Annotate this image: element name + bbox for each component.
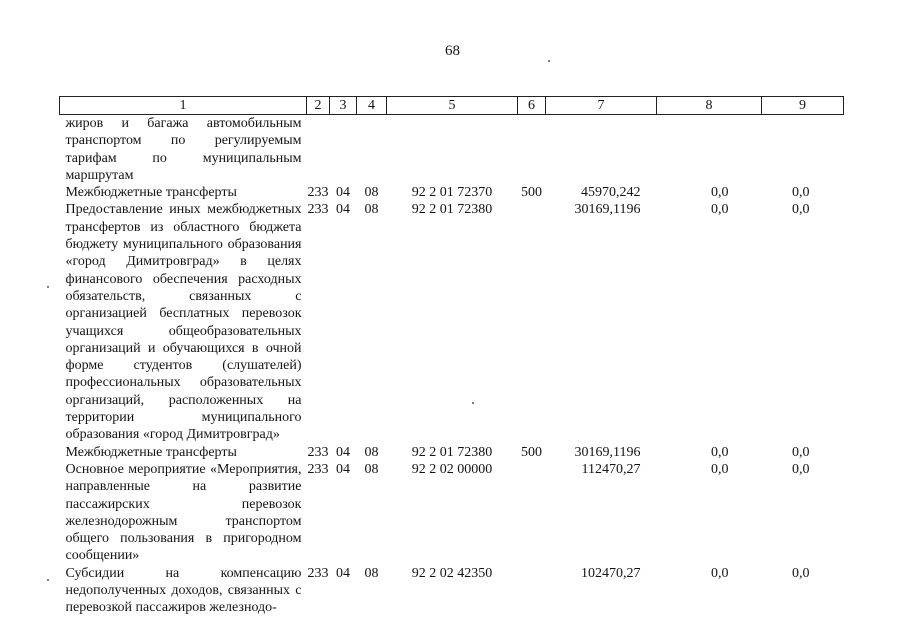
row-admin-code: 233	[307, 185, 329, 201]
row-expense-type	[518, 201, 546, 443]
row-admin-code: 233	[307, 444, 329, 460]
row-target-article	[387, 115, 518, 185]
row-target-article: 92 2 01 72380	[411, 202, 493, 218]
row-amount: 112470,27	[581, 461, 641, 477]
row-col-8: 0,0	[711, 565, 729, 581]
table-row	[60, 201, 844, 443]
row-col-8: 0,0	[711, 444, 729, 460]
scan-speck	[548, 60, 550, 62]
row-subsection: 08	[364, 185, 379, 201]
row-amount	[546, 115, 657, 185]
row-subsection	[357, 115, 387, 185]
row-admin-code: 233	[307, 202, 329, 218]
row-description: Межбюджетные трансферты	[65, 185, 237, 201]
row-col-9	[762, 115, 844, 185]
budget-table	[59, 96, 844, 617]
row-expense-type	[518, 461, 546, 565]
row-amount: 102470,27	[581, 565, 641, 581]
table-row	[60, 461, 844, 565]
row-expense-type	[518, 115, 546, 185]
table-row	[60, 565, 844, 617]
row-subsection: 08	[364, 565, 379, 581]
scan-speck	[472, 402, 474, 404]
row-description: жиров и багажа автомобильным транспортом по регулируемым тарифам по муниципальным маршрутам	[65, 116, 302, 183]
row-col-9: 0,0	[792, 185, 810, 201]
row-subsection: 08	[364, 202, 379, 218]
row-section: 04	[336, 565, 350, 581]
row-description: Межбюджетные трансферты	[65, 444, 237, 460]
row-col-8: 0,0	[711, 185, 729, 201]
header-col-5: 5	[387, 97, 518, 115]
row-expense-type: 500	[521, 444, 542, 460]
header-col-3: 3	[330, 97, 357, 115]
header-col-2: 2	[307, 97, 330, 115]
row-target-article: 92 2 02 42350	[411, 565, 493, 581]
row-col-9: 0,0	[792, 461, 810, 477]
row-col-8: 0,0	[711, 202, 729, 218]
row-col-8: 0,0	[711, 461, 729, 477]
row-section: 04	[336, 202, 350, 218]
header-col-9: 9	[762, 97, 844, 115]
row-section	[330, 115, 357, 185]
row-amount: 45970,242	[581, 185, 641, 201]
row-section: 04	[336, 185, 350, 201]
header-col-4: 4	[357, 97, 387, 115]
row-expense-type	[518, 565, 546, 617]
row-target-article: 92 2 02 00000	[411, 461, 493, 477]
row-admin-code: 233	[307, 565, 329, 581]
row-description: Предоставление иных межбюджетных трансфертов из областного бюджета бюджету муниципального образования «город Димитровград» в целях финансового обеспечения расходных обязательств, связанных с организацией бесплатных перевозок учащихся общеобразовательных организаций и обучающихся в очной форме студентов (слушателей) профессиональных образовательных организаций, расположенных на территории муниципального образования «город Димитровград»	[65, 202, 302, 443]
row-amount: 30169,1196	[574, 444, 641, 460]
row-expense-type: 500	[521, 185, 542, 201]
header-col-8: 8	[657, 97, 762, 115]
scan-speck	[47, 286, 49, 288]
row-admin-code: 233	[307, 461, 329, 477]
scan-speck	[47, 579, 49, 581]
row-subsection: 08	[364, 444, 379, 460]
row-col-9: 0,0	[792, 565, 810, 581]
table-row	[60, 444, 844, 461]
row-col-8	[657, 115, 762, 185]
header-row	[60, 97, 844, 115]
header-col-7: 7	[546, 97, 657, 115]
header-col-6: 6	[518, 97, 546, 115]
row-description: Субсидии на компенсацию недополученных доходов, связанных с перевозкой пассажиров железнодо-	[65, 565, 302, 616]
table-row	[60, 184, 844, 201]
row-admin-code	[307, 115, 330, 185]
row-target-article: 92 2 01 72370	[411, 185, 493, 201]
header-col-1: 1	[60, 97, 307, 115]
row-target-article: 92 2 01 72380	[411, 444, 493, 460]
row-subsection: 08	[364, 461, 379, 477]
row-amount: 30169,1196	[574, 202, 641, 218]
row-col-9: 0,0	[792, 444, 810, 460]
table-row	[60, 115, 844, 185]
row-col-9: 0,0	[792, 202, 810, 218]
page-number: 68	[445, 43, 460, 59]
row-section: 04	[336, 461, 350, 477]
row-section: 04	[336, 444, 350, 460]
row-description: Основное мероприятие «Мероприятия, направленные на развитие пассажирских перевозок железнодорожным транспортом общего пользования в пригородном сообщении»	[65, 461, 302, 564]
